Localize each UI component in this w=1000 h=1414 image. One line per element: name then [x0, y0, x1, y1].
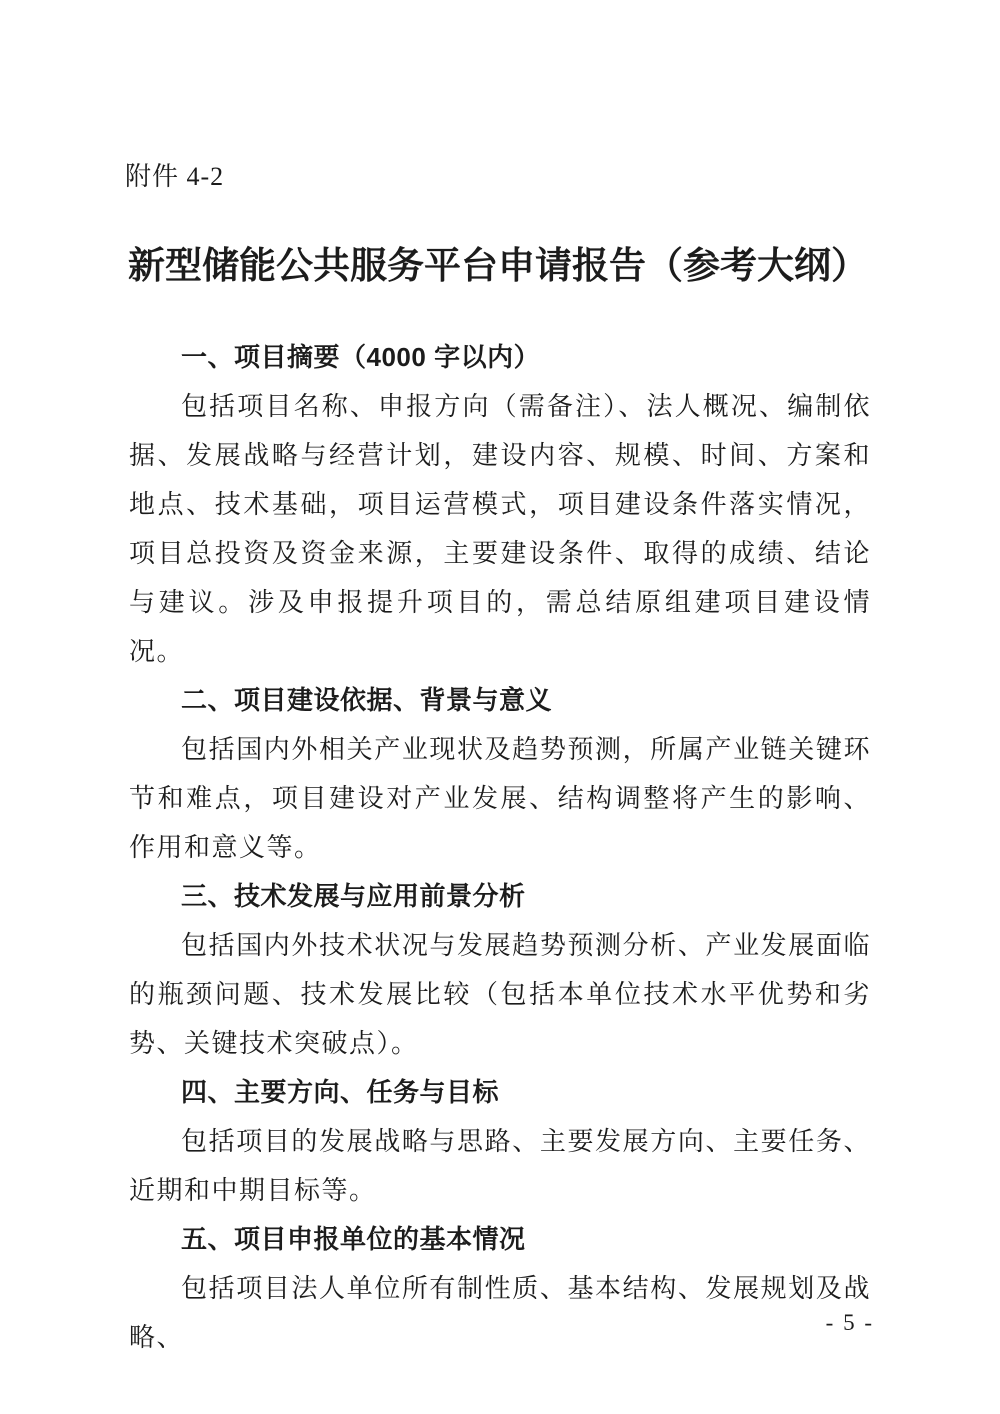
section-paragraph-1: 包括项目名称、申报方向（需备注）、法人概况、编制依据、发展战略与经营计划，建设内容、规模、时间、方案和地点、技术基础，项目运营模式，项目建设条件落实情况，项目总投资及资金来源，主要建设条件、取得的成绩、结论与建议。涉及申报提升项目的，需总结原组建项目建设情况。 [129, 392, 871, 666]
page-number: - 5 - [825, 1310, 874, 1335]
section-heading-1: 一、项目摘要（4000 字以内） [181, 342, 541, 372]
section-paragraph-5: 包括项目法人单位所有制性质、基本结构、发展规划及战略、 [129, 1274, 871, 1352]
document-title: 新型储能公共服务平台申请报告（参考大纲） [128, 245, 868, 286]
attachment-label: 附件 4-2 [125, 162, 225, 191]
section-heading-2: 二、项目建设依据、背景与意义 [181, 685, 553, 715]
section-paragraph-2: 包括国内外相关产业现状及趋势预测，所属产业链关键环节和难点，项目建设对产业发展、结构调整将产生的影响、作用和意义等。 [129, 735, 871, 862]
section-heading-3: 三、技术发展与应用前景分析 [181, 881, 526, 911]
document-body [129, 333, 871, 1362]
section-paragraph-3: 包括国内外技术状况与发展趋势预测分析、产业发展面临的瓶颈问题、技术发展比较（包括本单位技术水平优势和劣势、关键技术突破点）。 [129, 931, 871, 1058]
section-paragraph-4: 包括项目的发展战略与思路、主要发展方向、主要任务、近期和中期目标等。 [129, 1127, 871, 1205]
section-heading-4: 四、主要方向、任务与目标 [181, 1077, 500, 1107]
section-heading-5: 五、项目申报单位的基本情况 [181, 1224, 526, 1254]
